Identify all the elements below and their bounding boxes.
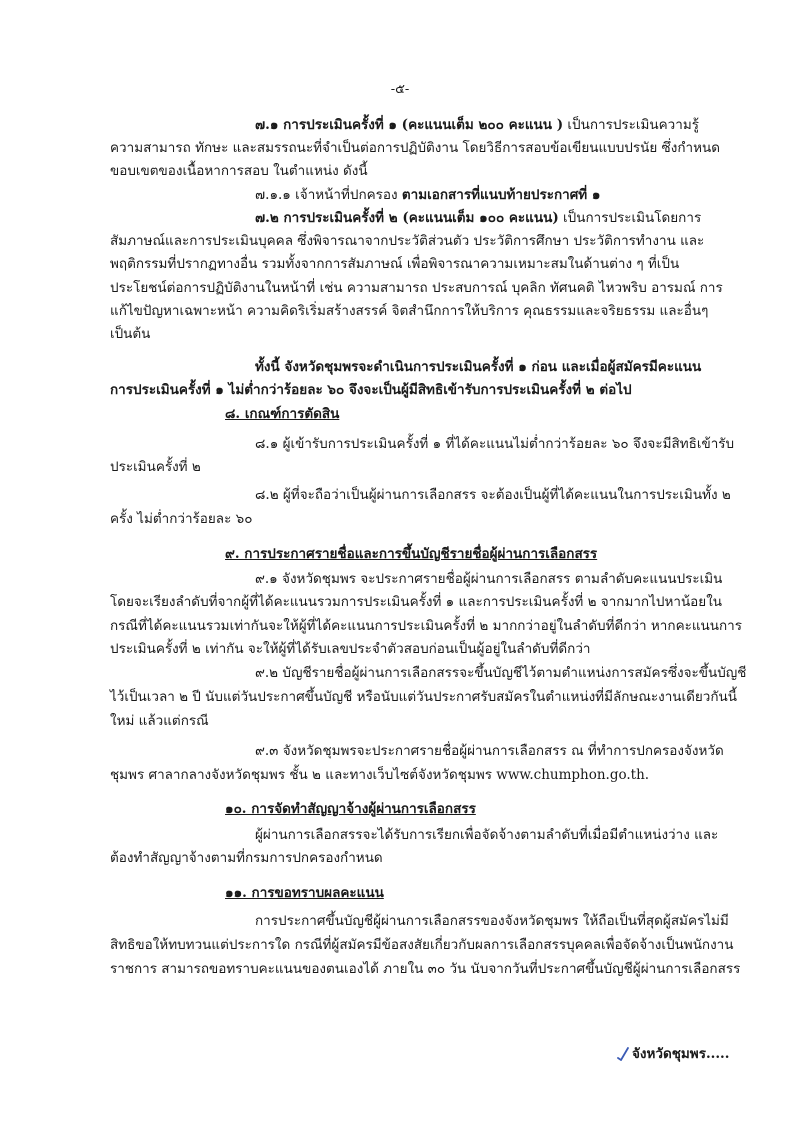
section-11-line-1: การประกาศขึ้นบัญชีผู้ผ่านการเลือกสรรของจังหวัดชุมพร ให้ถือเป็นที่สุดผู้สมัครไม่มี: [255, 913, 729, 929]
para-9-2-line-1: ๙.๒ บัญชีรายชื่อผู้ผ่านการเลือกสรรจะขึ้นบัญชีไว้ตามตำแหน่งการสมัครซึ่งจะขึ้นบัญชี: [255, 665, 747, 681]
footer-continuation: จังหวัดชุมพร.....: [632, 1046, 730, 1062]
para-7-1-line-3: ขอบเขตของเนื้อหาการสอบ ในตำแหน่ง ดังนี้: [110, 163, 368, 179]
para-9-1-line-2: โดยจะเรียงลำดับที่จากผู้ที่ได้คะแนนรวมการประเมินครั้งที่ ๑ และการประเมินครั้งที่ ๒ จากมากไปหาน้อยใน: [110, 594, 723, 610]
para-9-1-line-3: กรณีที่ได้คะแนนรวมเท่ากันจะให้ผู้ที่ได้คะแนนการประเมินครั้งที่ ๒ มากกว่าอยู่ในลำดับที่ดีกว่า หากคะแนนการ: [110, 618, 743, 634]
para-7-2-heading: ๗.๒ การประเมินครั้งที่ ๒ (คะแนนเต็ม ๑๐๐ คะแนน): [255, 210, 559, 226]
para-7-2-text: เป็นการประเมินโดยการ: [558, 210, 702, 226]
section-10-heading: ๑๐. การจัดทำสัญญาจ้างผู้ผ่านการเลือกสรร: [225, 801, 476, 817]
para-7-2-line-2: สัมภาษณ์และการประเมินบุคคล ซึ่งพิจารณาจากประวัติส่วนตัว ประวัติการศึกษา ประวัติการทำงาน และ: [110, 233, 705, 249]
section-8-heading: ๘. เกณฑ์การตัดสิน: [225, 406, 340, 422]
section-11-line-3: ราชการ สามารถขอทราบคะแนนของตนเองได้ ภายใน ๓๐ วัน นับจากวันที่ประกาศขึ้นบัญชีผู้ผ่านการเลือกสรร: [110, 961, 741, 977]
note-line-2: การประเมินครั้งที่ ๑ ไม่ต่ำกว่าร้อยละ ๖๐ จึงจะเป็นผู้มีสิทธิเข้ารับการประเมินครั้งที่ ๒ ต่อไป: [110, 382, 632, 398]
note-line-1: ทั้งนี้ จังหวัดชุมพรจะดำเนินการประเมินครั้งที่ ๑ ก่อน และเมื่อผู้สมัครมีคะแนน: [255, 359, 702, 375]
para-9-2-line-2: ไว้เป็นเวลา ๒ ปี นับแต่วันประกาศขึ้นบัญชี หรือนับแต่วันประกาศรับสมัครในตำแหน่งที่มีลักษณะงานเดียวกันนี้: [110, 689, 738, 705]
page-number: -๕-: [390, 82, 410, 97]
para-8-1-line-2: ประเมินครั้งที่ ๒: [110, 459, 201, 475]
para-7-2-line-4: ประโยชน์ต่อการปฏิบัติงานในหน้าที่ เช่น ความสามารถ ประสบการณ์ บุคลิก ทัศนคติ ไหวพริบ อารมณ์ การ: [110, 280, 723, 296]
para-7-2-line-5: แก้ไขปัญหาเฉพาะหน้า ความคิดริเริ่มสร้างสรรค์ จิตสำนึกการให้บริการ คุณธรรมและจริยธรรม และอื่นๆ: [110, 303, 709, 319]
section-9-heading: ๙. การประกาศรายชื่อและการขึ้นบัญชีรายชื่อผู้ผ่านการเลือกสรร: [225, 546, 598, 562]
para-7-1-heading: ๗.๑ การประเมินครั้งที่ ๑ (คะแนนเต็ม ๒๐๐ คะแนน ): [255, 117, 564, 133]
para-7-1-line-2: ความสามารถ ทักษะ และสมรรถนะที่จำเป็นต่อการปฏิบัติงาน โดยวิธีการสอบข้อเขียนแบบปรนัย ซึ่งกำหนด: [110, 140, 720, 156]
pen-tick-icon: [617, 1047, 629, 1061]
para-7-2-line-6: เป็นต้น: [110, 326, 151, 342]
section-11-line-2: สิทธิขอให้ทบทวนแต่ประการใด กรณีที่ผู้สมัครมีข้อสงสัยเกี่ยวกับผลการเลือกสรรบุคคลเพื่อจัดจ้างเป็นพนักงาน: [110, 937, 734, 953]
section-10-line-2: ต้องทำสัญญาจ้างตามที่กรมการปกครองกำหนด: [110, 850, 383, 866]
para-8-2-line-2: ครั้ง ไม่ต่ำกว่าร้อยละ ๖๐: [110, 511, 253, 527]
para-7-2-line-1: [255, 209, 701, 227]
para-9-2-line-3: ใหม่ แล้วแต่กรณี: [110, 713, 209, 729]
para-8-2-line-1: ๘.๒ ผู้ที่จะถือว่าเป็นผู้ผ่านการเลือกสรร จะต้องเป็นผู้ที่ได้คะแนนในการประเมินทั้ง ๒: [255, 487, 731, 503]
para-7-1-1-bold: ตามเอกสารที่แนบท้ายประกาศที่ ๑: [401, 187, 601, 203]
para-8-1-line-1: ๘.๑ ผู้เข้ารับการประเมินครั้งที่ ๑ ที่ได้คะแนนไม่ต่ำกว่าร้อยละ ๖๐ จึงจะมีสิทธิเข้ารับ: [255, 436, 735, 452]
section-11-heading: ๑๑. การขอทราบผลคะแนน: [225, 885, 384, 901]
para-7-1-line-1: [255, 116, 699, 134]
para-7-2-line-3: พฤติกรรมที่ปรากฏทางอื่น รวมทั้งจากการสัมภาษณ์ เพื่อพิจารณาความเหมาะสมในด้านต่าง ๆ ที่เป็น: [110, 256, 680, 272]
para-7-1-1-text: ๗.๑.๑ เจ้าหน้าที่ปกครอง: [255, 187, 402, 203]
para-9-3-line-1: ๙.๓ จังหวัดชุมพรจะประกาศรายชื่อผู้ผ่านการเลือกสรร ณ ที่ทำการปกครองจังหวัด: [255, 743, 724, 759]
para-7-1-text: เป็นการประเมินความรู้: [563, 117, 699, 133]
para-9-1-line-1: ๙.๑ จังหวัดชุมพร จะประกาศรายชื่อผู้ผ่านการเลือกสรร ตามลำดับคะแนนประเมิน: [255, 571, 723, 587]
para-9-3-line-2: ชุมพร ศาลากลางจังหวัดชุมพร ชั้น ๒ และทางเว็บไซต์จังหวัดชุมพร www.chumphon.go.th.: [110, 767, 650, 783]
para-7-1-1: [255, 186, 600, 204]
para-9-1-line-4: ประเมินครั้งที่ ๒ เท่ากัน จะให้ผู้ที่ได้รับเลขประจำตัวสอบก่อนเป็นผู้อยู่ในลำดับที่ดีกว่า: [110, 641, 591, 657]
section-10-line-1: ผู้ผ่านการเลือกสรรจะได้รับการเรียกเพื่อจัดจ้างตามลำดับที่เมื่อมีตำแหน่งว่าง และ: [255, 827, 719, 843]
